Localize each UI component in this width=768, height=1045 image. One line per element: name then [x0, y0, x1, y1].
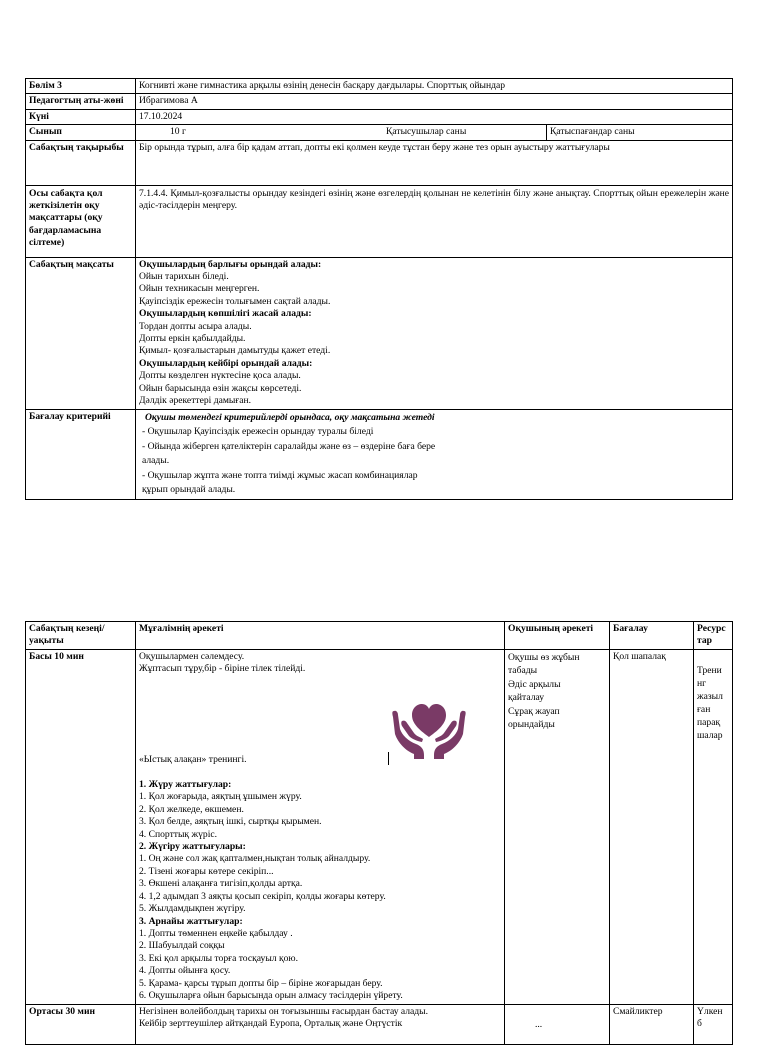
resource-line: ған	[697, 703, 711, 715]
resource-line: шалар	[697, 729, 723, 741]
student-line: орындайды	[508, 719, 555, 731]
goal-line: Допты көзделген нүктесіне қоса алады.	[139, 370, 301, 382]
absent-label: Қатыспағандар саны	[546, 125, 732, 139]
header-student: Оқушының әрекеті	[505, 622, 610, 650]
header-teacher: Мұғалімнің әрекеті	[136, 622, 505, 650]
class-value: 10 г	[170, 126, 186, 138]
resource-line: Үлкен	[697, 1005, 723, 1017]
assessment-middle: Смайликтер	[610, 1004, 694, 1044]
lesson-plan-table	[25, 621, 733, 1045]
goal-line: Ойын барысында өзін жақсы көрсетеді.	[139, 382, 302, 394]
table-row	[26, 140, 733, 185]
exercise-item: 1. Қол жоғарыда, аяқтың ұшымен жүру.	[139, 791, 302, 803]
stage-start: Басы 10 мин	[26, 649, 136, 1004]
section-title: 3. Арнайы жаттығулар:	[139, 915, 243, 927]
class-row-cells	[136, 125, 733, 140]
goal-line: Допты еркін қабылдайды.	[139, 333, 246, 345]
resource-line: жазыл	[697, 690, 723, 702]
exercise-item: 2. Қол желкеде, өкшемен.	[139, 803, 244, 815]
stage-middle: Ортасы 30 мин	[26, 1004, 136, 1044]
student-actions-start	[505, 649, 610, 1004]
teacher-value: Ибрагимова А	[136, 94, 733, 109]
exercise-item: 2. Шабуылдай соққы	[139, 940, 225, 952]
resource-line: б	[697, 1018, 702, 1030]
header-resources: Ресурстар	[694, 622, 733, 650]
exercise-item: 1. Допты төменнен еңкейе қабылдау .	[139, 927, 293, 939]
criteria-line: - Оқушылар жұпта және топта тиімді жұмыс жасап комбинациялар	[142, 469, 418, 481]
table-header-row	[26, 622, 733, 650]
criteria-line: құрып орындай алады.	[142, 484, 236, 495]
goal-line: Ойын тарихын біледі.	[139, 271, 229, 283]
header-assessment: Бағалау	[610, 622, 694, 650]
student-line: қайталау	[508, 692, 545, 704]
criteria-label: Бағалау критерийі	[26, 409, 136, 499]
student-line: Әдіс арқылы	[508, 678, 561, 690]
teacher-intro-line: Оқушылармен сәлемдесу.	[139, 650, 245, 662]
exercise-item: 6. Оқушыларға ойын барысында орын алмасу тәсілдерін үйрету.	[139, 989, 403, 1001]
goal-line: Ойын техникасын меңгерген.	[139, 283, 260, 295]
date-label: Күні	[26, 109, 136, 124]
heart-hands-icon	[392, 693, 466, 759]
text-cursor	[388, 752, 389, 765]
present-label: Қатысушылар саны	[386, 126, 467, 138]
assessment-start: Қол шапалақ	[610, 649, 694, 1004]
goal-line: Оқушылардың барлығы орындай алады:	[139, 258, 322, 270]
teacher-label: Педагогтың аты-жөні	[26, 94, 136, 109]
teacher-line: Негізінен волейболдың тарихы он тоғызыншы ғасырдан бастау алады.	[139, 1005, 429, 1017]
criteria-line: - Ойында жіберген қателіктерін саралайды және өз – өздеріне баға бере	[142, 440, 436, 452]
exercise-item: 2. Тізені жоғары көтере секіріп...	[139, 865, 274, 877]
goal-line: Оқушылардың көпшілігі жасай алады:	[139, 308, 312, 320]
date-value: 17.10.2024	[136, 109, 733, 124]
exercise-item: 4. Спорттық жүріс.	[139, 828, 218, 840]
resource-line: нг	[697, 677, 707, 689]
section-label: Бөлім 3	[26, 79, 136, 94]
exercise-item: 5. Қарама- қарсы тұрып допты бір – біріне жоғарыдан беру.	[139, 977, 383, 989]
section-value: Когнивті және гимнастика арқылы өзінің денесін басқару дағдылары. Спорттық ойындар	[136, 79, 733, 94]
table-row	[26, 109, 733, 124]
teacher-line: Кейбір зерттеушілер айтқандай Еуропа, Орталық және Оңтүстік	[139, 1018, 403, 1030]
student-line: ...	[535, 1018, 543, 1030]
table-row	[26, 125, 733, 140]
resources-start	[694, 649, 733, 1004]
exercise-item: 3. Қол белде, аяқтың ішкі, сыртқы қырымен.	[139, 816, 322, 828]
exercise-item: 3. Өкшені алақанға тигізіп,қолды артқа.	[139, 878, 303, 890]
class-label: Сынып	[26, 125, 136, 140]
training-title: «Ыстық алақан» тренингі.	[139, 753, 247, 765]
criteria-title: Оқушы төмендегі критерийлерді орындаса, оқу мақсатына жетеді	[145, 411, 435, 423]
goal-line: Оқушылардың кейбірі орындай алады:	[139, 357, 313, 369]
goal-line: Қауіпсіздік ережесін толығымен сақтай алады.	[139, 295, 331, 307]
topic-label: Сабақтың тақырыбы	[26, 140, 136, 185]
exercise-item: 5. Жылдамдықпен жүгіру.	[139, 903, 246, 915]
header-stage: Сабақтың кезеңі/ уақыты	[26, 622, 136, 650]
student-line: табады	[508, 665, 538, 677]
student-line: Оқушы өз жұбын	[508, 651, 580, 663]
section-title: 1. Жүру жаттығулар:	[139, 779, 232, 791]
teacher-intro-line: Жұптасып тұру,бір - біріне тілек тілейді.	[139, 663, 306, 675]
goal-line: Тордан допты асыра алады.	[139, 320, 252, 332]
exercise-item: 4. Допты ойынға қосу.	[139, 965, 231, 977]
table-row	[26, 94, 733, 109]
objectives-label: Осы сабақта қол жеткізілетін оқу мақсаттары (оқу бағдарламасына сілтеме)	[26, 185, 136, 257]
exercise-item: 3. Екі қол арқылы торға тосқауыл қою.	[139, 952, 298, 964]
resource-line: парақ	[697, 716, 721, 728]
exercise-item: 1. Оң және сол жақ қапталмен,нықтан толық айналдыру.	[139, 853, 371, 865]
table-row	[26, 257, 733, 409]
exercise-item: 4. 1,2 адымдап 3 аяқты қосып секіріп, қолды жоғары көтеру.	[139, 890, 386, 902]
resources-middle	[694, 1004, 733, 1044]
table-row	[26, 79, 733, 94]
criteria-line: алады.	[142, 455, 170, 466]
goal-line: Дәлдік әрекеттері дамыған.	[139, 395, 252, 407]
table-row	[26, 649, 733, 1004]
topic-value: Бір орында тұрып, алға бір қадам аттап, допты екі қолмен кеуде тұстан беру және тез орын ауыстыру жаттығулары	[136, 140, 733, 185]
table-row	[26, 1004, 733, 1044]
criteria-list	[136, 409, 733, 499]
goal-line: Қимыл- қозғалыстарын дамытуды қажет етеді.	[139, 345, 331, 357]
goals-label: Сабақтың мақсаты	[26, 257, 136, 409]
goals-list	[136, 257, 733, 409]
section-title: 2. Жүгіру жаттығулары:	[139, 841, 246, 853]
student-line: Сұрақ жауап	[508, 705, 560, 717]
objectives-value: 7.1.4.4. Қимыл-қозғалысты орындау кезіндегі өзінің және өзгелердің қолынан не келетінін білу және анықтау. Спорттық ойын ережелерін және әдіс-тәсілдерін меңгеру.	[136, 185, 733, 257]
table-row	[26, 409, 733, 499]
criteria-line: - Оқушылар Қауіпсіздік ережесін орындау туралы біледі	[142, 426, 374, 437]
student-actions-middle	[505, 1004, 610, 1044]
teacher-actions-middle	[136, 1004, 505, 1044]
lesson-info-table	[25, 78, 733, 500]
table-row	[26, 185, 733, 257]
resource-line: Трени	[697, 664, 722, 676]
